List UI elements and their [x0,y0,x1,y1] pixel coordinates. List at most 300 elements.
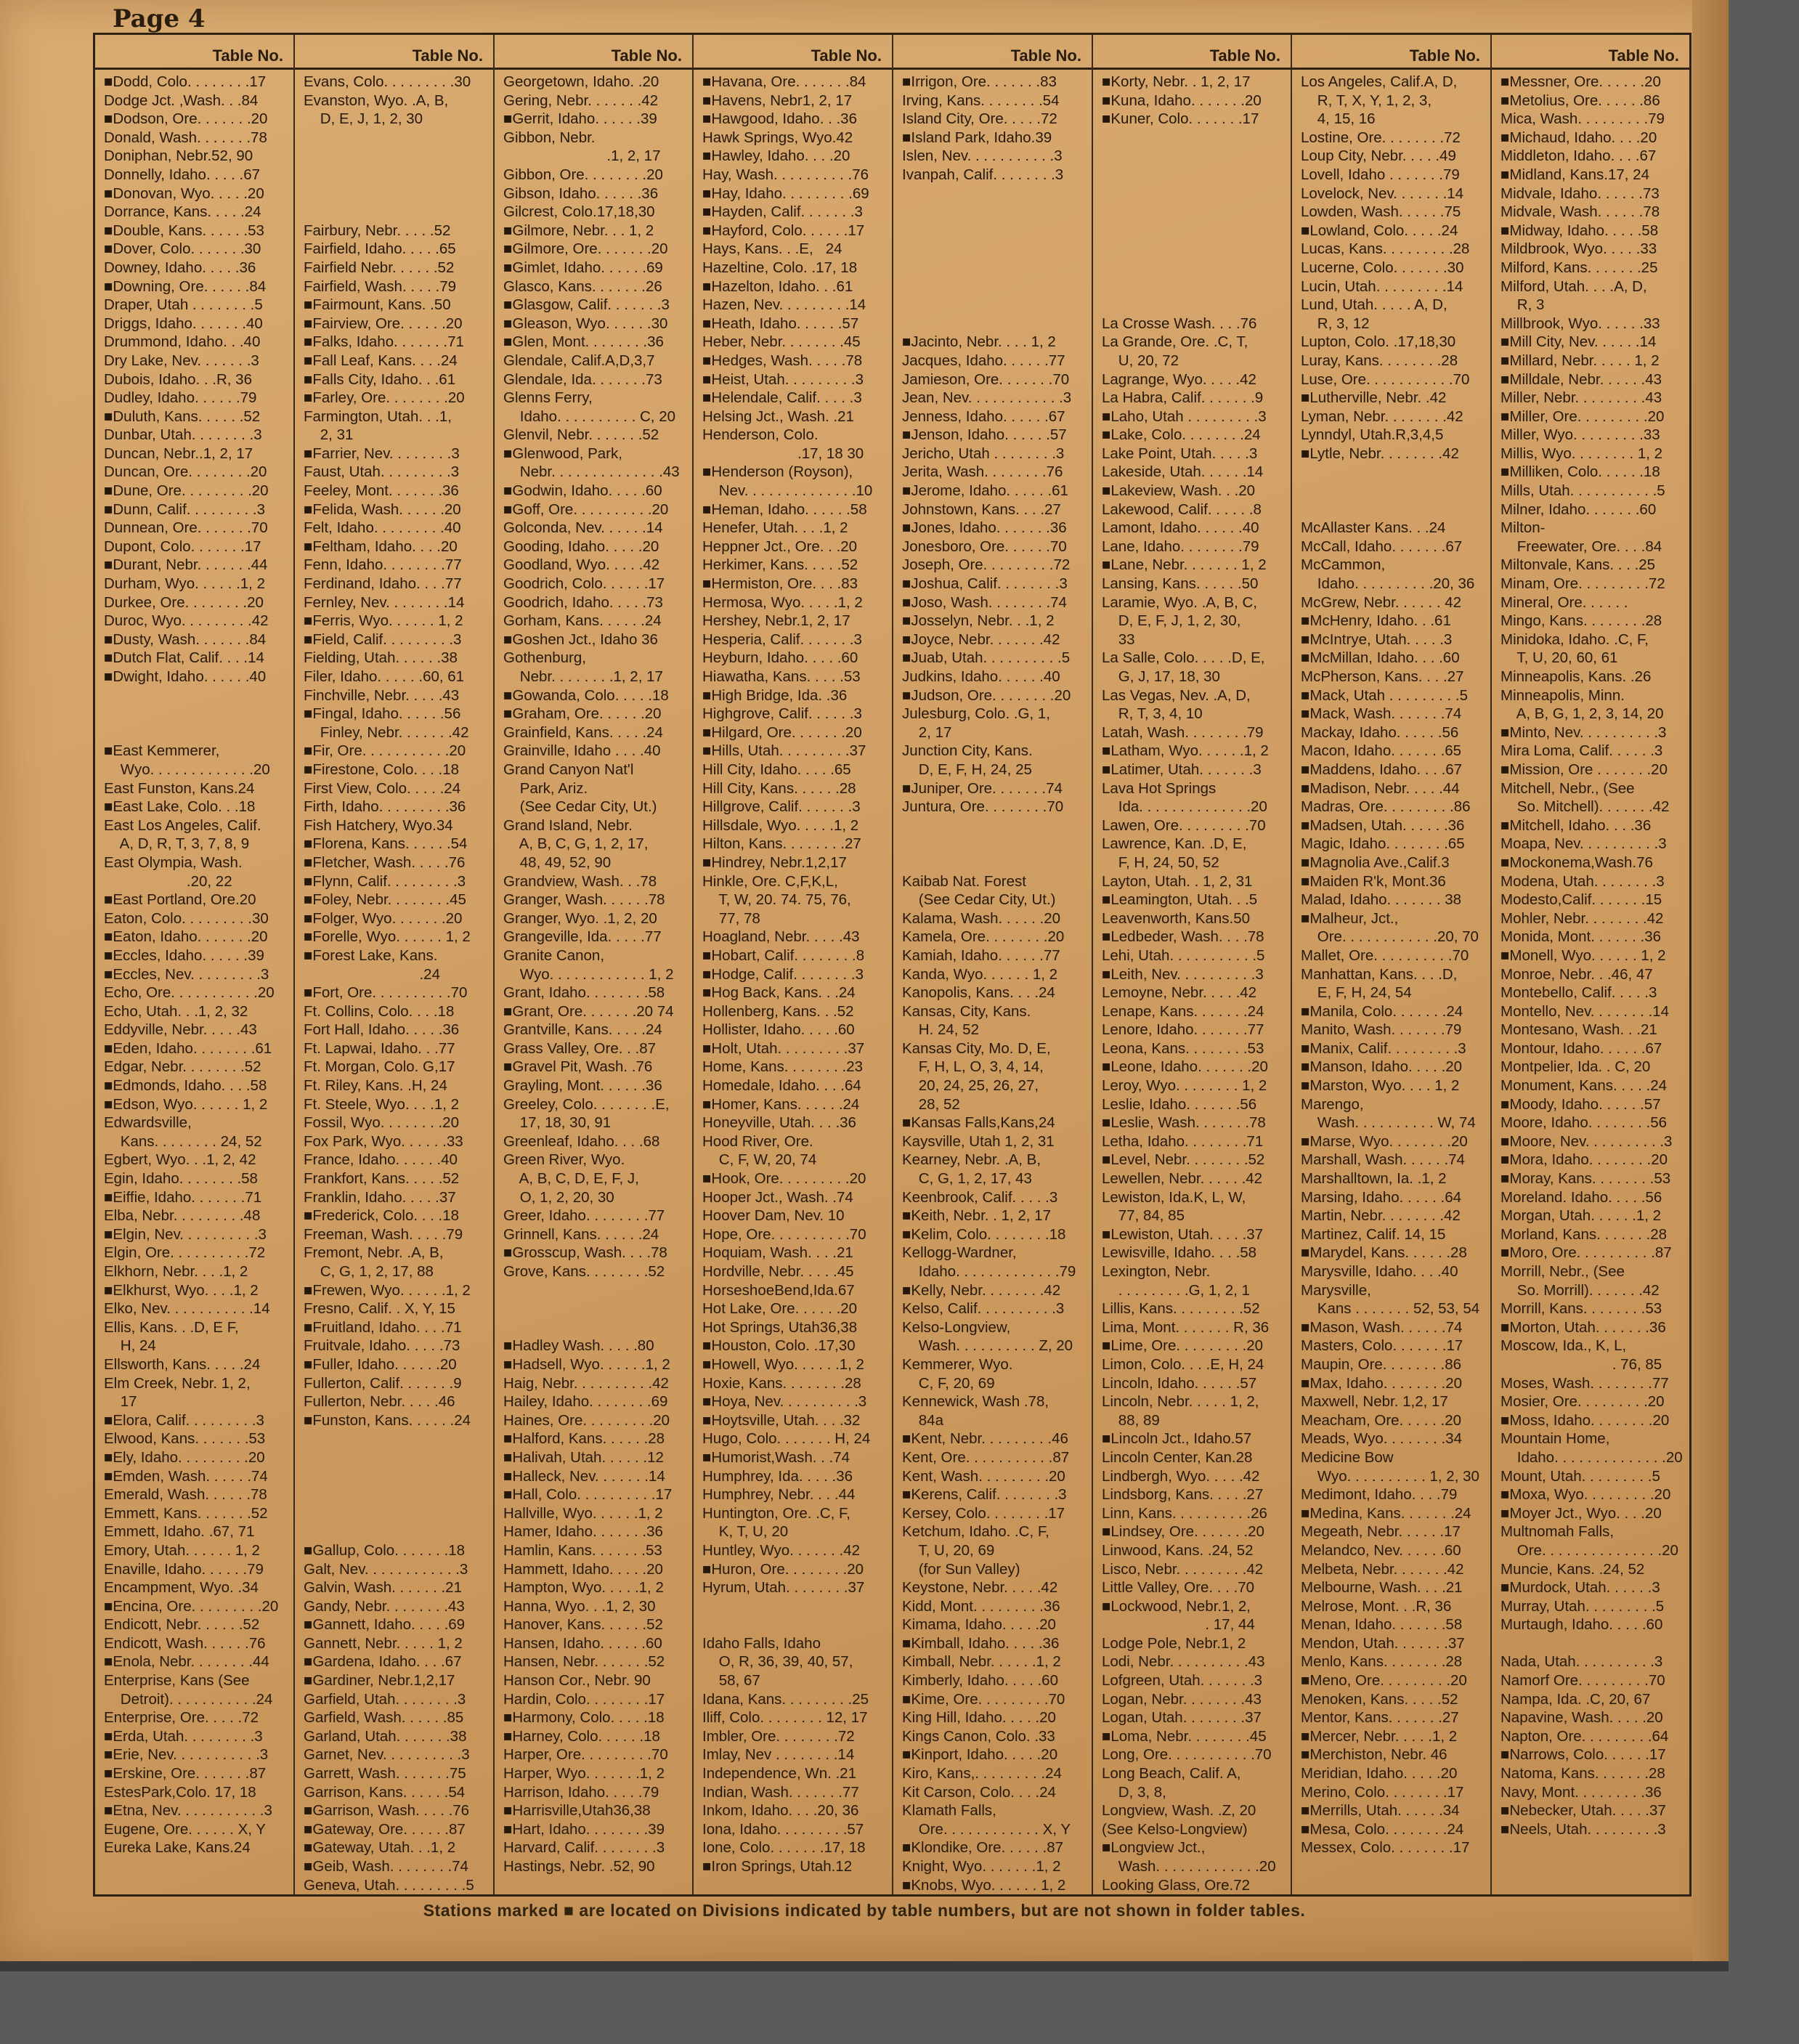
column-header: Table No. [1093,35,1291,70]
station-entry: ■Lowland, Colo. . . . .24 [1301,222,1458,239]
station-entry: ■Farrier, Nev. . . . . . . .3 [304,445,460,462]
station-entry: ■Milliken, Colo. . . . . .18 [1500,463,1660,481]
station-entry: Haig, Nebr. . . . . . . . . .42 [503,1374,669,1392]
column-entries [495,70,692,1876]
station-entry: Mira Loma, Calif. . . . . .3 [1500,742,1663,760]
station-entry: ■Hadley Wash. . . . .80 [503,1337,654,1355]
station-entry: Montello, Nev. . . . . . . .14 [1500,1002,1670,1020]
station-entry: Haines, Ore. . . . . . . . .20 [503,1411,670,1429]
station-entry: Edgar, Nebr. . . . . . . .52 [104,1058,261,1076]
station-entry: McCammon, [1301,556,1386,574]
station-entry: La Crosse Wash. . . .76 [1102,315,1257,332]
station-entry [902,277,1086,296]
station-entry: ■Hog Back, Kans. . .24 [702,984,856,1002]
station-entry: Mildbrook, Wyo. . . . .33 [1500,240,1657,258]
station-entry: 17, 18, 30, 91 [503,1114,612,1132]
station-entry: Kearney, Nebr. .A, B, [902,1151,1041,1169]
station-entry: ■Kime, Ore. . . . . . . . .70 [902,1690,1065,1708]
station-entry: Golconda, Nev. . . . . .14 [503,519,663,537]
station-entry: Mountain Home, [1500,1430,1610,1448]
station-entry: Navy, Mont. . . . . . . . .36 [1500,1783,1662,1801]
station-entry: Glasco, Kans. . . . . . .26 [503,277,662,295]
station-entry: Granite Canon, [503,946,605,964]
station-entry: Lawrence, Kan. .D, E, [1102,835,1247,853]
station-entry: Mills, Utah. . . . . . . . . . .5 [1500,482,1665,500]
station-entry: Kimball, Nebr. . . . . .1, 2 [902,1653,1061,1671]
station-entry: East Los Angeles, Calif. [104,816,261,834]
station-entry: Greeley, Colo. . . . . . . .E, [503,1095,670,1113]
station-entry: Leavenworth, Kans.50 [1102,909,1250,927]
station-entry: 2, 31 [304,426,354,444]
station-entry: ■Howell, Wyo. . . . . .1, 2 [702,1355,864,1373]
station-entry: Kings Canon, Colo. .33 [902,1727,1055,1745]
station-entry: Granger, Wash. . . . . .78 [503,891,665,909]
column-header: Table No. [694,35,892,70]
station-entry: Napton, Ore. . . . . . . . .64 [1500,1727,1669,1745]
station-entry: Kansas, City, Kans. [902,1002,1031,1020]
station-entry: Durham, Wyo. . . . . .1, 2 [104,575,265,593]
station-entry [1301,463,1485,482]
station-entry: Luray, Kans. . . . . . . .28 [1301,352,1458,369]
station-entry: So. Mitchell). . . . . . .42 [1500,798,1670,816]
station-entry: ■Maddens, Idaho. . . .67 [1301,761,1463,778]
station-entry: La Habra, Calif. . . . . . .9 [1102,389,1264,407]
station-entry: ■Jerome, Idaho. . . . . .61 [902,482,1068,500]
station-entry: E, F, H, 24, 54 [1301,984,1412,1002]
station-entry: ■Hook, Ore. . . . . . . . .20 [702,1170,866,1188]
station-entry: ■Gimlet, Idaho. . . . . .69 [503,259,663,276]
station-entry: ■Merrills, Utah. . . . . .34 [1301,1802,1460,1820]
station-entry: Gandy, Nebr. . . . . . . .43 [304,1597,465,1615]
station-entry: Humphrey, Ida. . . . .36 [702,1467,853,1485]
station-entry: Lenore, Idaho. . . . . . .77 [1102,1021,1264,1039]
station-entry: ■Hoya, Nev. . . . . . . . . .3 [702,1393,867,1411]
station-entry: ■Moxa, Wyo. . . . . . . . .20 [1500,1486,1671,1504]
station-entry: ■Kent, Nebr. . . . . . . . .46 [902,1430,1068,1448]
station-entry: Nampa, Ida. .C, 20, 67 [1500,1690,1651,1708]
station-entry: Harvard, Calif. . . . . . . .3 [503,1839,665,1857]
station-entry: Hot Lake, Ore. . . . . .20 [702,1300,858,1318]
station-entry: .17, 18 30 [702,445,864,462]
station-entry: ■Fairmount, Kans. .50 [304,296,451,314]
station-entry: ■Falks, Idaho. . . . . . .71 [304,333,464,351]
station-entry: Midvale, Wash. . . . . .78 [1500,203,1660,221]
station-entry: Finchville, Nebr. . . . .43 [304,686,460,704]
station-entry: Idana, Kans. . . . . . . . .25 [702,1690,869,1708]
station-entry: ■Edmonds, Idaho. . . .58 [104,1077,267,1095]
station-entry: ■Monell, Wyo. . . . . . 1, 2 [1500,946,1666,964]
station-entry: ■Lane, Nebr. . . . . . . 1, 2 [1102,556,1267,574]
station-entry: Marshalltown, Ia. .1, 2 [1301,1170,1447,1188]
station-entry: D, E, F, J, 1, 2, 30, [1102,612,1241,630]
station-entry: Glenvil, Nebr. . . . . . .52 [503,426,659,444]
station-entry: Wyo. . . . . . . . . . . . 1, 2 [503,965,674,983]
station-entry: Emerald, Wash. . . . . .78 [104,1486,267,1504]
station-entry: Hawk Springs, Wyo.42 [702,129,853,146]
station-entry: Milford, Utah. . . .A, D, [1500,277,1647,295]
station-entry: Gannett, Nebr. . . . . 1, 2 [304,1634,463,1652]
station-entry: ■Jacinto, Nebr. . . . 1, 2 [902,333,1056,351]
station-entry: ■Eiffie, Idaho. . . . . . .71 [104,1188,262,1206]
station-entry: ■Downing, Ore. . . . . .84 [104,277,267,295]
station-entry: Linn, Kans. . . . . . . . . .26 [1102,1504,1267,1522]
station-entry: ■Knobs, Wyo. . . . . . 1, 2 [902,1876,1066,1894]
column-header: Table No. [95,35,293,70]
station-entry: Kent, Wash. . . . . . . . .20 [902,1467,1065,1485]
station-entry: Donald, Wash. . . . . . .78 [104,129,267,146]
station-entry: Hampton, Wyo. . . . .1, 2 [503,1579,664,1597]
station-entry: Lupton, Colo. .17,18,30 [1301,333,1456,351]
station-entry: Marsing, Idaho. . . . . .64 [1301,1188,1462,1206]
station-entry: Idaho. . . . . . . . . . C, 20 [503,407,675,425]
station-entry: ■Enola, Nebr. . . . . . . .44 [104,1653,269,1671]
station-entry: Monida, Mont. . . . . . .36 [1500,928,1662,946]
station-entry: 20, 24, 25, 26, 27, [902,1077,1039,1095]
station-entry: Edwardsville, [104,1114,192,1132]
station-entry: ■Dutch Flat, Calif. . . .14 [104,649,264,667]
station-entry: Hinkle, Ore. C,F,K,L, [702,872,838,890]
station-entry: Dunnean, Ore. . . . . . .70 [104,519,268,537]
station-entry: Nada, Utah. . . . . . . . . .3 [1500,1653,1663,1671]
station-entry: Hesperia, Calif. . . . . . .3 [702,630,862,648]
station-entry: Murray, Utah. . . . . . . . .5 [1500,1597,1665,1615]
station-entry: Elm Creek, Nebr. 1, 2, [104,1374,251,1392]
station-entry: Inkom, Idaho. . . .20, 36 [702,1802,859,1820]
station-entry: Fish Hatchery, Wyo.34 [304,816,453,834]
station-entry: ■Gowanda, Colo. . . . .18 [503,686,669,704]
station-entry: Medicine Bow [1301,1448,1394,1466]
station-entry [702,1597,886,1616]
station-entry: Moscow, Ida., K, L, [1500,1337,1627,1355]
station-entry: Lincoln Center, Kan.28 [1102,1448,1253,1466]
station-entry: ■Juab, Utah. . . . . . . . . .5 [902,649,1071,667]
station-entry: ■Heath, Idaho. . . . . .57 [702,315,859,332]
column-entries [1292,70,1490,1857]
station-entry: ■Lake, Colo. . . . . . . .24 [1102,426,1261,444]
column-header: Table No. [295,35,493,70]
station-entry: Hardin, Colo. . . . . . . .17 [503,1690,665,1708]
station-entry: ■Narrows, Colo. . . . . .17 [1500,1746,1666,1764]
station-entry: Jericho, Utah . . . . . . . .3 [902,445,1065,462]
station-entry: ■Hawley, Idaho. . . .20 [702,147,850,165]
station-entry: Mosier, Ore. . . . . . . . .20 [1500,1393,1665,1411]
station-entry: Encampment, Wyo. .34 [104,1579,259,1597]
station-entry: Kans . . . . . . . 52, 53, 54 [1301,1300,1480,1318]
station-entry: Lake Point, Utah. . . . .3 [1102,445,1258,462]
station-entry: Enterprise, Ore. . . . .72 [104,1709,259,1727]
station-entry: Leslie, Idaho. . . . . . .56 [1102,1095,1257,1113]
station-entry: ■Korty, Nebr. . 1, 2, 17 [1102,73,1251,90]
station-entry: Laramie, Wyo. .A, B, C, [1102,593,1257,611]
station-entry: 77, 78 [702,909,760,927]
station-entry: ■Jones, Idaho. . . . . . .36 [902,519,1067,537]
station-entry: Grangeville, Ida. . . . .77 [503,928,662,946]
station-entry: R, 3 [1500,296,1545,314]
station-entry: Endicott, Nebr. . . . . .52 [104,1616,260,1634]
station-entry: Mitchell, Nebr., (See [1500,779,1635,797]
station-entry: Grayling, Mont. . . . . .36 [503,1077,662,1095]
station-entry: F, H, L, O, 3, 4, 14, [902,1058,1044,1076]
station-entry [304,1522,487,1541]
station-entry: La Salle, Colo. . . . .D, E, [1102,649,1265,667]
station-entry: ■Gerrit, Idaho. . . . . .39 [503,110,657,128]
station-entry: D, E, J, 1, 2, 30 [304,110,423,128]
station-entry [1102,259,1285,277]
station-entry: Evanston, Wyo. .A, B, [304,92,449,109]
station-entry: Detroit). . . . . . . . . . .24 [104,1690,273,1708]
station-entry: ■Elkhurst, Wyo. . . .1, 2 [104,1281,259,1299]
station-entry: ■Fruitland, Idaho. . . .71 [304,1318,462,1336]
station-entry: ■Henderson (Royson), [702,463,853,481]
station-entry: Hill City, Kans. . . . . .28 [702,779,856,797]
station-entry: ■Hayford, Colo. . . . . .17 [702,222,865,239]
column-6 [1093,35,1292,1894]
station-entry: ■McHenry, Idaho. . .61 [1301,612,1451,630]
station-entry: Hamlin, Kans. . . . . . .53 [503,1541,662,1559]
station-entry: Moapa, Nev. . . . . . . . . .3 [1500,835,1667,853]
station-entry: Logan, Utah. . . . . . . .37 [1102,1709,1262,1727]
station-entry: D, 3, 8, [1102,1783,1166,1801]
station-entry: ■Halford, Kans. . . . . .28 [503,1430,665,1448]
station-entry: Echo, Ore. . . . . . . . . . .20 [104,984,275,1002]
station-entry: Ft. Steele, Wyo. . . .1, 2 [304,1095,460,1113]
station-entry: Kit Carson, Colo. . . .24 [902,1783,1056,1801]
station-entry: Looking Glass, Ore.72 [1102,1876,1250,1894]
station-entry: ■Harney, Colo. . . . . .18 [503,1727,660,1745]
station-entry: ■Double, Kans. . . . . .53 [104,222,264,239]
station-entry: Grainville, Idaho . . . .40 [503,742,661,760]
station-entry: D, E, F, H, 24, 25 [902,761,1032,778]
station-entry: Muncie, Kans. .24, 52 [1500,1560,1645,1578]
station-entry: ■Josselyn, Nebr. . .1, 2 [902,612,1055,630]
station-entry: Hazen, Nev. . . . . . . . .14 [702,296,866,314]
station-entry: Melbourne, Wash. . . .21 [1301,1579,1463,1597]
station-entry: Jacques, Idaho. . . . . .77 [902,352,1065,369]
station-entry [1102,184,1285,203]
station-entry: ■Mesa, Colo. . . . . . . .24 [1301,1820,1464,1838]
station-entry: ■Moray, Kans. . . . . . . .53 [1500,1170,1671,1188]
station-entry: ■Goff, Ore. . . . . . . . . .20 [503,500,669,518]
station-entry: Modesto,Calif. . . . . . .15 [1500,891,1662,909]
station-entry: ■Geib, Wash. . . . . . . .74 [304,1858,468,1875]
station-entry: Hugo, Colo. . . . . . . H, 24 [702,1430,871,1448]
station-entry: Herkimer, Kans. . . . .52 [702,556,858,574]
station-entry: Kansas City, Mo. D, E, [902,1039,1051,1057]
station-entry: Gibson, Idaho. . . . . .36 [503,184,659,202]
station-entry: Grandview, Wash. . .78 [503,872,657,890]
station-entry: Hordville, Nebr. . . . .45 [702,1263,854,1280]
station-entry [702,1615,886,1634]
station-entry: Moore, Idaho. . . . . . . .56 [1500,1114,1668,1132]
station-entry: Long, Ore. . . . . . . . . . .70 [1102,1746,1272,1764]
station-entry: Grass Valley, Ore. . .87 [503,1039,657,1057]
station-entry [304,203,487,222]
station-entry: Fullerton, Nebr. . . . .46 [304,1393,455,1411]
station-entry: Park, Ariz. [503,779,588,797]
station-entry: Gilcrest, Colo.17,18,30 [503,203,655,221]
station-entry: ■Mission, Ore . . . . . . .20 [1500,761,1668,778]
station-entry: ■Durant, Nebr. . . . . . .44 [104,556,268,574]
station-entry: Hansen, Nebr. . . . . . .52 [503,1653,665,1671]
station-entry [902,203,1086,222]
station-entry: Minidoka, Idaho. .C, F, [1500,630,1649,648]
station-entry: ■Lytle, Nebr. . . . . . . .42 [1301,445,1459,462]
station-entry: ■Hills, Utah. . . . . . . . .37 [702,742,866,760]
station-entry: Loup City, Nebr. . . . .49 [1301,147,1456,165]
station-entry: ■Mockonema,Wash.76 [1500,853,1653,871]
station-entry: Greenleaf, Idaho. . . .68 [503,1132,660,1150]
station-entry: Galt, Nev. . . . . . . . . . . .3 [304,1560,468,1578]
station-entry: Garfield, Utah. . . . . . . .3 [304,1690,466,1708]
station-entry: Lagrange, Wyo. . . . .42 [1102,370,1256,388]
station-entry: ■Kerens, Calif. . . . . . . .3 [902,1486,1067,1504]
station-entry: Keenbrook, Calif. . . . .3 [902,1188,1058,1206]
station-entry: Grantville, Kans. . . . .24 [503,1021,662,1039]
station-entry: ■Ely, Idaho. . . . . . . . .20 [104,1448,265,1466]
station-entry: Lamont, Idaho. . . . . .40 [1102,519,1259,537]
station-entry: Irving, Kans. . . . . . . .54 [902,92,1060,109]
station-entry: McGrew, Nebr. . . . . . 42 [1301,593,1462,611]
station-entry: Evans, Colo. . . . . . . . .30 [304,73,471,90]
station-entry: Natoma, Kans. . . . . . .28 [1500,1765,1665,1783]
station-entry [304,129,487,147]
station-entry: France, Idaho. . . . . .40 [304,1151,458,1169]
station-entry: Limon, Colo. . . .E, H, 24 [1102,1355,1264,1373]
station-entry: Elko, Nev. . . . . . . . . . .14 [104,1300,270,1318]
station-entry: ■Godwin, Idaho. . . . .60 [503,482,662,500]
column-entries [694,70,892,1876]
station-entry: Heber, Nebr. . . . . . . .45 [702,333,861,351]
station-entry: ■Moss, Idaho. . . . . . . .20 [1500,1411,1670,1429]
station-entry: Downey, Idaho. . . . .36 [104,259,256,276]
station-entry: Lehi, Utah. . . . . . . . . . .5 [1102,946,1265,964]
station-entry: Kimberly, Idaho. . . . .60 [902,1672,1058,1690]
station-entry: ■Gannett, Idaho. . . . .69 [304,1616,466,1634]
station-entry: Middleton, Idaho. . . .67 [1500,147,1657,165]
station-entry [902,259,1086,277]
station-entry: Lowden, Wash. . . . . .75 [1301,203,1461,221]
station-entry: .1, 2, 17 [503,147,661,165]
station-entry: 28, 52 [902,1095,960,1113]
station-entry: Kellogg-Wardner, [902,1244,1017,1262]
station-entry: Grainfield, Kans. . . . .24 [503,723,663,741]
page-label: Page 4 [113,4,206,33]
station-entry: Lucerne, Colo. . . . . . .30 [1301,259,1464,276]
station-entry: O, 1, 2, 20, 30 [503,1188,614,1206]
column-entries [295,70,493,1894]
station-entry: K, T, U, 20 [702,1523,789,1541]
station-entry: ■Irrigon, Ore. . . . . . .83 [902,73,1057,90]
station-entry: Marysville, [1301,1281,1371,1299]
station-entry: Hyrum, Utah. . . . . . . .37 [702,1579,865,1597]
station-entry: ■Murdock, Utah. . . . . .3 [1500,1579,1660,1597]
station-entry: ■Glen, Mont. . . . . . . .36 [503,333,664,351]
station-entry: ■Eccles, Nev. . . . . . . . .3 [104,965,269,983]
station-entry: 4, 15, 16 [1301,110,1376,128]
station-entry: ■Forelle, Wyo. . . . . . 1, 2 [304,928,471,946]
station-entry: R, T, X, Y, 1, 2, 3, [1301,92,1432,109]
station-entry: Driggs, Idaho. . . . . . .40 [104,315,263,332]
station-entry: Idaho. . . . . . . . . .20, 36 [1301,575,1475,593]
station-entry: Gooding, Idaho. . . . .20 [503,538,659,555]
station-entry: Fenn, Idaho. . . . . . . .77 [304,556,462,574]
station-entry: ■Eaton, Idaho. . . . . . .20 [104,928,268,946]
station-entry: Elba, Nebr. . . . . . . . .48 [104,1207,261,1225]
station-entry: ■Malheur, Jct., [1301,909,1399,927]
station-entry [902,835,1086,853]
station-entry: Lakeside, Utah. . . . . .14 [1102,463,1264,481]
station-entry: ■Ledbeder, Wash. . . .78 [1102,928,1264,946]
station-entry: Iliff, Colo. . . . . . . . 12, 17 [702,1709,868,1727]
station-entry: Ore. . . . . . . . . . . . X, Y [902,1820,1071,1838]
station-entry: Lodge Pole, Nebr.1, 2 [1102,1634,1246,1652]
station-entry: Minam, Ore. . . . . . . . .72 [1500,575,1665,593]
station-entry: Klamath Falls, [902,1802,996,1820]
station-entry: Wash. . . . . . . . . . . . .20 [1102,1858,1276,1875]
station-entry: ■Madison, Nebr. . . . .44 [1301,779,1460,797]
station-entry: . . . . . . . . .G, 1, 2, 1 [1102,1281,1250,1299]
station-entry: Hermosa, Wyo. . . . .1, 2 [702,593,863,611]
station-entry: ■Glasgow, Calif. . . . . . .3 [503,296,670,314]
station-entry: McAllaster Kans. . .24 [1301,519,1446,537]
station-entry: . 76, 85 [1500,1355,1662,1373]
station-entry: ■Hadsell, Wyo. . . . . .1, 2 [503,1355,670,1373]
station-entry: Moreland. Idaho. . . . .56 [1500,1188,1662,1206]
station-entry: Freeman, Wash. . . . .79 [304,1225,463,1243]
station-entry: Messex, Colo. . . . . . . .17 [1301,1839,1470,1857]
station-entry: Hansen, Idaho. . . . . .60 [503,1634,662,1652]
station-entry: Jean, Nev. . . . . . . . . . . .3 [902,389,1072,407]
station-entry: Lodi, Nebr. . . . . . . . . .43 [1102,1653,1265,1671]
station-entry: Ferdinand, Idaho. . . .77 [304,575,462,593]
station-entry: Moses, Wash. . . . . . . .77 [1500,1374,1669,1392]
station-entry: ■Joyce, Nebr. . . . . . .42 [902,630,1060,648]
station-entry: Garrett, Wash. . . . . . .75 [304,1765,466,1783]
station-entry [304,1504,487,1523]
station-entry [304,166,487,184]
station-entry: C, F, W, 20, 74 [702,1151,817,1169]
station-entry: Ellis, Kans. . .D, E F, [104,1318,239,1336]
station-entry: Masters, Colo. . . . . . .17 [1301,1337,1463,1355]
station-entry: ■Gilmore, Ore. . . . . . .20 [503,240,668,258]
station-entry: ■Garrison, Wash. . . . .76 [304,1802,470,1820]
station-entry: ■Graham, Ore. . . . . .20 [503,705,662,723]
station-entry: ■Hoytsville, Utah. . . .32 [702,1411,861,1429]
station-entry: Emmett, Kans. . . . . . .52 [104,1504,268,1522]
station-entry: Fox Park, Wyo. . . . . .33 [304,1132,463,1150]
station-entry [503,1299,686,1318]
station-entry: Minneapolis, Minn. [1500,686,1625,704]
station-entry: Eureka Lake, Kans.24 [104,1839,251,1857]
station-entry: ■Fingal, Idaho. . . . . .56 [304,705,461,723]
station-entry: ■Glenwood, Park, [503,445,622,462]
station-entry: Lucas, Kans. . . . . . . . .28 [1301,240,1470,258]
station-entry: Imbler, Ore. . . . . . . .72 [702,1727,855,1745]
station-entry: Dupont, Colo. . . . . . .17 [104,538,261,555]
station-entry: ■Fairview, Ore. . . . . .20 [304,315,463,332]
station-entry: Johnstown, Kans. . . .27 [902,500,1061,518]
station-entry: ■Houston, Colo. .17,30 [702,1337,856,1355]
station-entry: Hooper Jct., Wash. .74 [702,1188,853,1206]
station-entry: F, H, 24, 50, 52 [1102,853,1219,871]
station-entry: Greer, Idaho. . . . . . . .77 [503,1207,665,1225]
station-entry: Mendon, Utah. . . . . . .37 [1301,1634,1465,1652]
station-entry: Fernley, Nev. . . . . . . .14 [304,593,465,611]
station-entry: ■Hedges, Wash. . . . .78 [702,352,863,369]
station-entry: Ft. Collins, Colo. . . .18 [304,1002,455,1020]
station-entry: Long Beach, Calif. A, [1102,1765,1241,1783]
station-entry: Leroy, Wyo. . . . . . . . 1, 2 [1102,1077,1267,1095]
